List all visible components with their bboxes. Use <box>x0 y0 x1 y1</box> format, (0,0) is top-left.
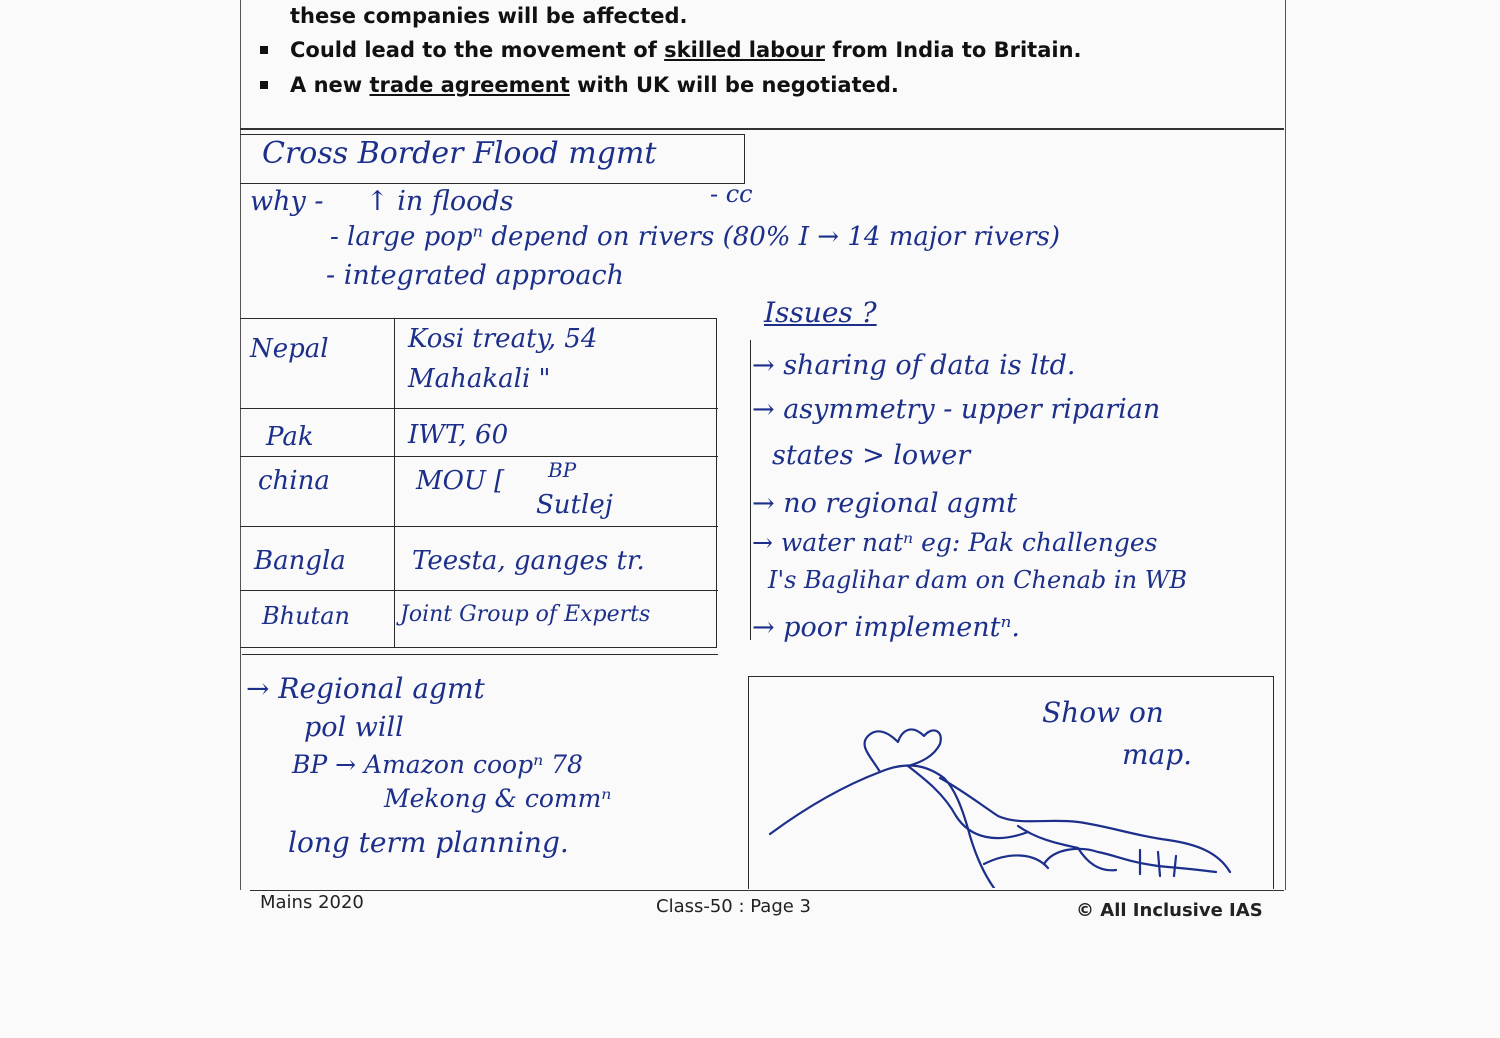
solution-item: Mekong & commⁿ <box>384 784 612 813</box>
printed-line-continuation: these companies will be affected. <box>290 4 688 28</box>
table-country: Bangla <box>254 546 346 576</box>
river-map-sketch <box>748 676 1272 888</box>
issue-item: I's Baglihar dam on Chenab in WB <box>768 566 1187 594</box>
table-country: Pak <box>266 422 314 452</box>
solution-item: pol will <box>304 712 404 743</box>
treaty-table <box>240 318 718 648</box>
table-detail: BP <box>548 458 577 482</box>
issue-item: → asymmetry - upper riparian <box>752 394 1161 425</box>
issue-item: → poor implementⁿ. <box>752 612 1020 643</box>
table-row-divider <box>240 526 718 527</box>
table-detail: Sutlej <box>536 490 613 520</box>
footer-right: © All Inclusive IAS <box>1076 900 1263 921</box>
issue-item: → sharing of data is ltd. <box>752 350 1076 381</box>
solution-item: → Regional agmt <box>246 672 485 705</box>
footer-rule <box>250 890 1284 891</box>
issue-item: states > lower <box>772 440 971 471</box>
table-detail: Mahakali " <box>408 364 551 394</box>
bullet-1-underlined: skilled labour <box>664 38 825 62</box>
map-note: Show on <box>1042 696 1164 729</box>
notes-title: Cross Border Flood mgmt <box>262 136 657 171</box>
table-detail: IWT, 60 <box>408 420 509 450</box>
table-column-divider <box>394 318 395 648</box>
table-detail: MOU [ <box>416 466 505 496</box>
why-point-population: - large popⁿ depend on rivers (80% I → 14 major rivers) <box>330 222 1060 252</box>
issues-bracket <box>750 340 751 640</box>
solution-item: BP → Amazon coopⁿ 78 <box>292 750 583 779</box>
table-country: Nepal <box>250 334 329 364</box>
map-note: map. <box>1122 738 1193 771</box>
table-detail: Teesta, ganges tr. <box>412 546 645 576</box>
section-divider <box>240 128 1284 130</box>
bullet-2-text-end: with UK will be negotiated. <box>569 73 899 97</box>
bullet-2-underlined: trade agreement <box>369 73 570 97</box>
issues-title: Issues ? <box>764 296 877 329</box>
why-point-floods: ↑ in floods <box>366 186 514 217</box>
why-cc: - cc <box>710 180 753 208</box>
footer-center: Class-50 : Page 3 <box>656 896 812 917</box>
table-country: Bhutan <box>262 602 350 630</box>
bullet-marker <box>260 81 268 89</box>
issue-item: → water natⁿ eg: Pak challenges <box>752 528 1158 557</box>
table-country: china <box>258 466 330 496</box>
issue-item: → no regional agmt <box>752 488 1018 519</box>
why-point-integrated: - integrated approach <box>326 260 624 291</box>
solution-item: long term planning. <box>288 826 569 859</box>
table-detail: Kosi treaty, 54 <box>408 324 598 354</box>
lower-divider <box>242 654 718 655</box>
bullet-1-text: Could lead to the movement of <box>290 38 665 62</box>
bullet-marker <box>260 46 268 54</box>
footer-left: Mains 2020 <box>260 892 364 913</box>
bullet-1-text-end: from India to Britain. <box>824 38 1082 62</box>
printed-bullet-1 <box>290 38 1082 62</box>
table-row-divider <box>240 408 718 409</box>
bullet-2-text: A new <box>290 73 370 97</box>
table-detail: Joint Group of Experts <box>400 602 651 627</box>
table-row-divider <box>240 456 718 457</box>
printed-bullet-2 <box>290 73 899 97</box>
table-row-divider <box>240 590 718 591</box>
why-label: why - <box>250 186 324 217</box>
